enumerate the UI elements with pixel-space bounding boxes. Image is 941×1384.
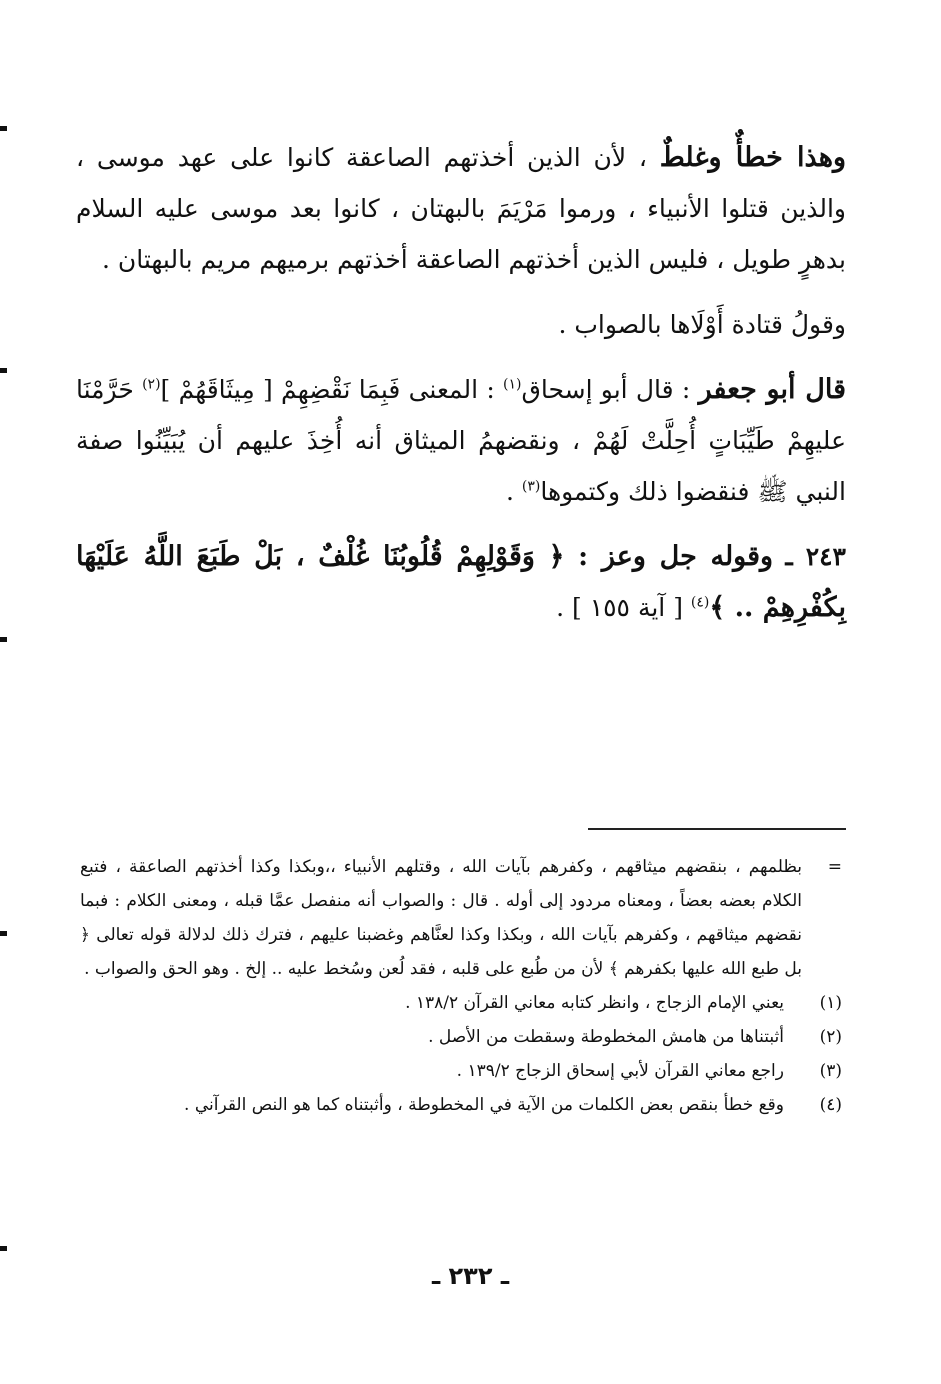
margin-mark xyxy=(0,126,7,131)
paragraph-3-bold: قال أبو جعفر xyxy=(698,374,846,405)
verse-text: وقوله جل وعز : ﴿ وَقَوْلِهِمْ قُلُوبُنَا غُلْفٌ ، بَلْ طَبَعَ اللَّهُ عَلَيْهَا بِكُفْرِهِمْ .. ﴾ xyxy=(76,541,846,623)
paragraph-2-text: وقولُ قتادة أَوْلَاها بالصواب . xyxy=(558,310,846,339)
paragraph-3 xyxy=(76,364,846,517)
paragraph-1-text: ، لأن الذين أخذتهم الصاعقة كانوا على عهد موسى ، والذين قتلوا الأنبياء ، ورموا مَرْيَمَ بالبهتان ، كانوا بعد موسى عليه السلام بدهرٍ طويل ، فليس الذين أخذتهم الصاعقة أخذتهم برميهم مريم بالبهتان . xyxy=(76,143,846,274)
margin-mark xyxy=(0,931,7,936)
paragraph-3-text-a: : قال أبو إسحاق xyxy=(521,375,691,404)
margin-mark xyxy=(0,1246,7,1251)
continuation-mark: = xyxy=(827,857,842,877)
paragraph-3-text-b: : المعنى فَبِمَا نَقْضِهِمْ [ مِيثَاقَهُمْ ] xyxy=(160,375,495,404)
footnote-ref-4: (٤) xyxy=(690,594,710,611)
continuation-text: بظلمهم ، بنقضهم ميثاقهم ، وكفرهم بآيات الله ، وقتلهم الأنبياء ،،وبكذا وكذا أخذتهم الصاعقة ، فتبع الكلام بعضه بعضاً ، ومعناه مردود إلى أوله . قال : والصواب أنه منفصل عمَّا قبله ، ومعنى الكلام : فبما نقضهم ميثاقهم ، وكفرهم بآيات الله ، وبكذا وكذا لعنَّاهم وغضبنا عليهم ، فترك ذلك لدلالة قوله تعالى ﴿ بل طبع الله عليها بكفرهم ﴾ لأن من طُبع على قلبه ، فقد لُعن وسُخط عليه .. إلخ . وهو الحق والصواب . xyxy=(80,857,802,979)
main-text xyxy=(76,132,846,633)
footnotes xyxy=(80,850,842,1122)
paragraph-3-end: . xyxy=(505,477,514,506)
footnote-number: (٣) xyxy=(819,1061,842,1081)
margin-mark xyxy=(0,368,7,373)
footnote-ref-3: (٣) xyxy=(521,478,541,495)
verse-reference: [ آية ١٥٥ ] . xyxy=(556,593,683,622)
paragraph-1-bold: وهذا خطأٌ وغلطٌ xyxy=(659,142,846,173)
paragraph-2 xyxy=(76,299,846,350)
footnote-item xyxy=(80,1088,842,1122)
footnote-text: يعني الإمام الزجاج ، وانظر كتابه معاني القرآن ١٣٨/٢ . xyxy=(405,993,784,1013)
page-number: ـ ٢٣٢ ـ xyxy=(431,1262,510,1290)
footnote-text: وقع خطأ بنقص بعض الكلمات من الآية في المخطوطة ، وأثبتناه كما هو النص القرآني . xyxy=(184,1095,784,1115)
verse-entry xyxy=(76,531,846,633)
footnote-number: (١) xyxy=(819,993,842,1013)
paragraph-1 xyxy=(76,132,846,285)
footnote-divider xyxy=(588,828,846,830)
paragraph-3-text-c: حَرَّمْنَا عليهِمْ طَيِّبَاتٍ أُحِلَّتْ لَهُمْ ، ونقضهمُ الميثاق أنه أُخِذَ عليهم أن يُبَيِّنُوا صفة النبي ﷺ فنقضوا ذلك وكتموها xyxy=(76,375,846,506)
footnote-number: (٢) xyxy=(819,1027,842,1047)
footnote-item xyxy=(80,1054,842,1088)
footnote-continuation xyxy=(80,850,842,986)
footnote-number: (٤) xyxy=(819,1095,842,1115)
footnote-item xyxy=(80,986,842,1020)
footnote-ref-1: (١) xyxy=(503,376,522,393)
footnote-ref-2: (٢) xyxy=(142,376,161,393)
footnote-text: أثبتناها من هامش المخطوطة وسقطت من الأصل . xyxy=(428,1027,784,1047)
verse-number: ٢٤٣ ـ xyxy=(785,542,846,571)
footnote-item xyxy=(80,1020,842,1054)
footnote-text: راجع معاني القرآن لأبي إسحاق الزجاج ١٣٩/٢ . xyxy=(456,1061,784,1081)
margin-mark xyxy=(0,637,7,642)
